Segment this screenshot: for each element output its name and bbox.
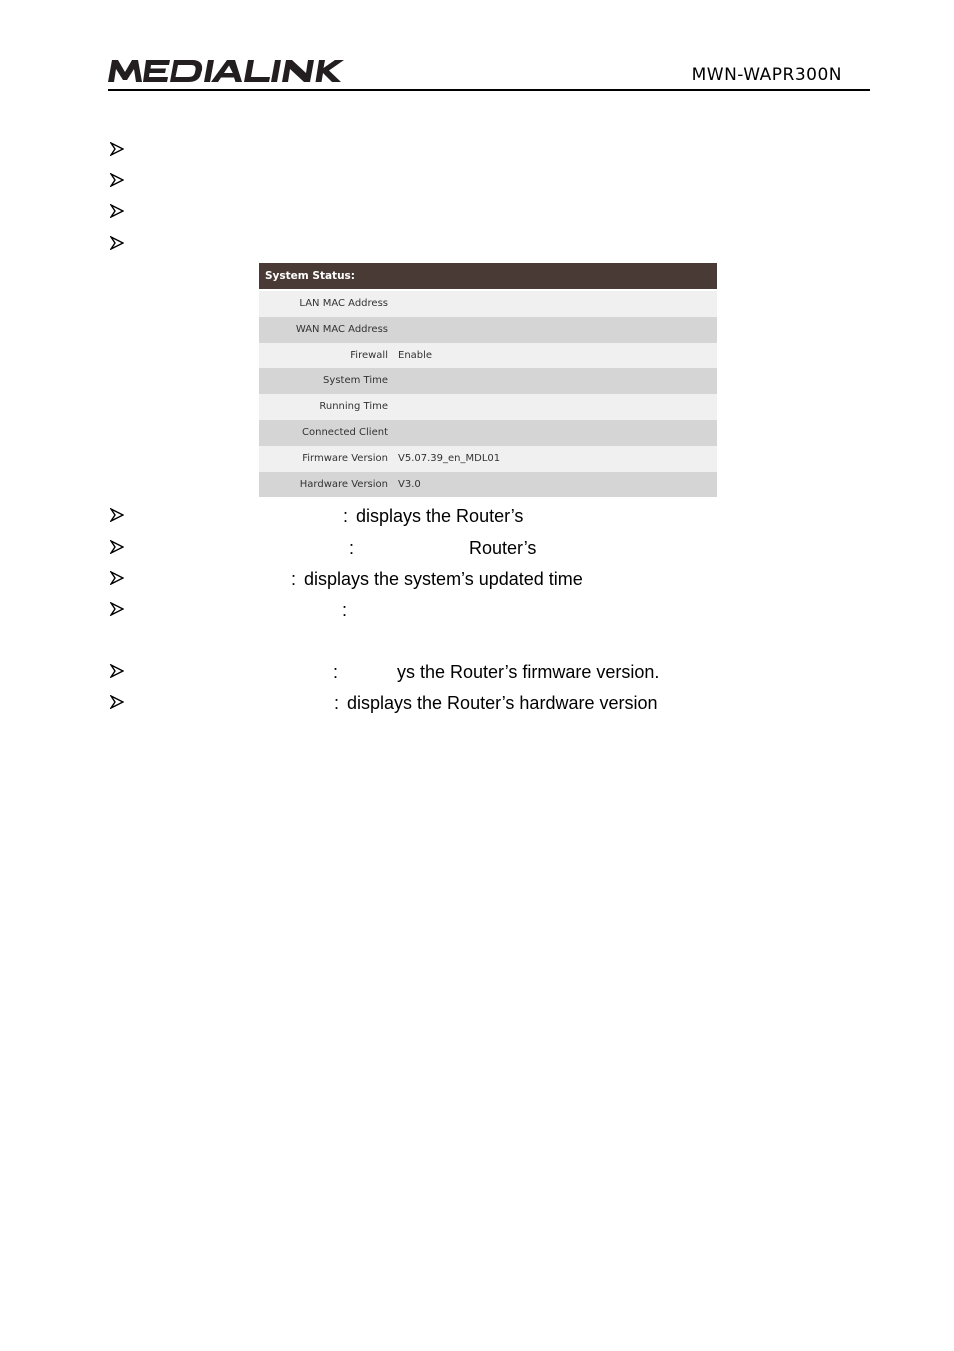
description-text: ys the Router’s firmware version. [397,662,660,682]
description-colon: : [333,662,339,682]
status-value: V3.0 [398,478,421,490]
description-text: displays the Router’s [356,506,524,526]
arrow-bullet-icon [110,664,128,680]
status-label: Firewall [350,349,388,361]
description-colon: : [343,506,349,526]
arrow-bullet-icon [110,602,128,618]
status-row-connected-client [259,420,717,446]
status-label: Connected Client [302,426,388,438]
arrow-bullet-icon [110,695,128,711]
arrow-bullet-icon [110,571,128,587]
status-row-lan-mac [259,291,717,317]
description-text: displays the system’s updated time [304,569,583,589]
description-text: Router’s [469,538,537,558]
arrow-bullet-icon [110,173,128,189]
status-label: Firmware Version [302,452,388,464]
status-row-firewall [259,343,717,369]
status-label: WAN MAC Address [295,323,388,335]
medialink-logo-mark [108,58,372,84]
arrow-bullet-icon [110,142,128,158]
system-status-title: System Status: [259,263,717,289]
description-colon: : [349,538,355,558]
status-value: V5.07.39_en_MDL01 [398,452,501,464]
arrow-bullet-icon [110,204,128,220]
status-row-system-time [259,368,717,394]
status-label: Running Time [319,401,388,413]
status-row-hardware-version [259,472,717,498]
description-colon: : [291,569,297,589]
arrow-bullet-icon [110,540,128,556]
page-header [108,56,870,91]
medialink-logo [108,58,372,89]
description-colon: : [334,693,340,713]
model-number: MWN-WAPR300N [691,65,842,85]
status-row-running-time [259,394,717,420]
arrow-bullet-icon [110,236,128,252]
status-label: Hardware Version [299,478,388,490]
status-label: LAN MAC Address [299,298,388,309]
system-status-panel [259,263,717,497]
status-row-wan-mac [259,317,717,343]
status-value: Enable [398,349,433,361]
arrow-bullet-icon [110,508,128,524]
status-label: System Time [323,375,388,387]
description-text: displays the Router’s hardware version [347,693,658,713]
status-row-firmware-version [259,446,717,472]
description-colon: : [342,600,348,620]
